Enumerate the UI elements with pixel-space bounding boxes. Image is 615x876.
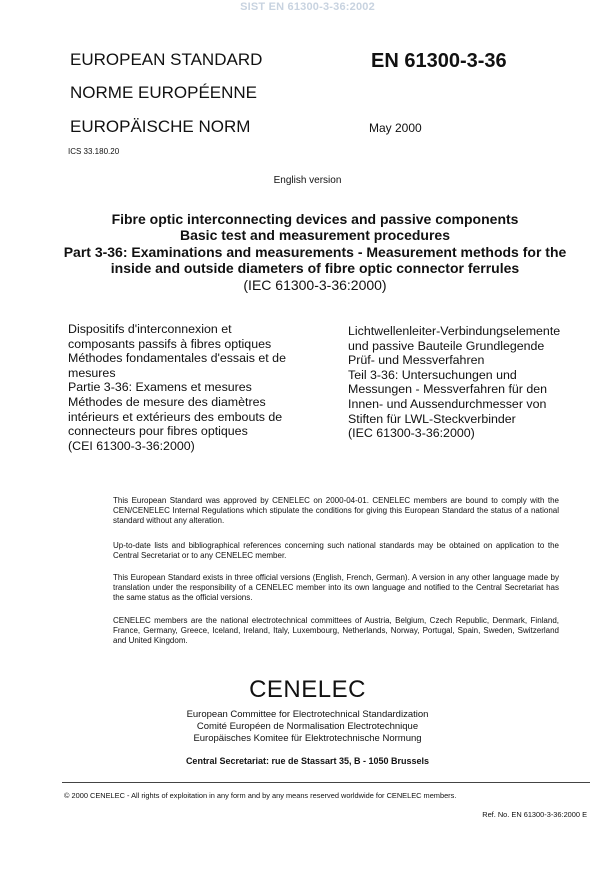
french-line: mesures bbox=[68, 365, 116, 380]
members-paragraph: CENELEC members are the national electrotechnical committees of Austria, Belgium, Czech Republic, Denmark, Finland, France, Germany, Greece, Iceland, Ireland, Italy, Luxembourg, Netherlands, Norway, Portugal, Spain, Sweden, Switzerland and United Kingdom. bbox=[113, 616, 559, 645]
header-line-en: EUROPEAN STANDARD bbox=[70, 50, 263, 69]
header-line-fr: NORME EUROPÉENNE bbox=[70, 83, 258, 102]
ics-code: ICS 33.180.20 bbox=[68, 147, 120, 156]
footer-divider bbox=[62, 782, 590, 783]
german-line: (IEC 61300-3-36:2000) bbox=[348, 426, 475, 441]
org-name-de: Europäisches Komitee für Elektrotechnische Normung bbox=[193, 733, 422, 745]
references-paragraph: Up-to-date lists and bibliographical references concerning such national standards may be obtained on application to the Central Secretariat or to any CENELEC member. bbox=[113, 541, 559, 560]
german-line: Messungen - Messverfahren für den bbox=[348, 382, 548, 397]
french-line: Dispositifs d'interconnexion et bbox=[68, 322, 232, 336]
title-line-4: (IEC 61300-3-36:2000) bbox=[243, 276, 387, 293]
reference-number: Ref. No. EN 61300-3-36:2000 E bbox=[482, 810, 587, 819]
secretariat-address: Central Secretariat: rue de Stassart 35, B - 1050 Brussels bbox=[185, 756, 430, 766]
version-label: English version bbox=[273, 175, 342, 186]
french-line: composants passifs à fibres optiques bbox=[68, 336, 272, 351]
title-line-3: Part 3-36: Examinations and measurements - Measurement methods for the inside and outside diameters of fibre optic connector ferrules bbox=[63, 243, 567, 277]
cenelec-logo: CENELEC bbox=[249, 676, 366, 703]
header-line-de: EUROPÄISCHE NORM bbox=[70, 117, 251, 136]
organization-names bbox=[0, 709, 615, 746]
french-line: (CEI 61300-3-36:2000) bbox=[68, 438, 195, 453]
german-line: Prüf- und Messverfahren bbox=[348, 353, 485, 368]
publication-date: May 2000 bbox=[369, 121, 422, 135]
watermark: SIST EN 61300-3-36:2002 bbox=[240, 1, 375, 13]
german-line: Teil 3-36: Untersuchungen und bbox=[348, 367, 517, 382]
title-line-2: Basic test and measurement procedures bbox=[180, 227, 450, 244]
french-line: Méthodes de mesure des diamètres bbox=[68, 394, 266, 409]
title-line-1: Fibre optic interconnecting devices and passive components bbox=[111, 211, 519, 227]
versions-paragraph: This European Standard exists in three official versions (English, French, German). A version in any other language made by translation under the responsibility of a CENELEC member into its own language and notified to the Central Secretariat has the same status as the official versions. bbox=[113, 573, 559, 602]
german-line: Stiften für LWL-Steckverbinder bbox=[348, 411, 516, 426]
french-title bbox=[68, 322, 298, 453]
document-title bbox=[60, 211, 570, 293]
standard-number: EN 61300-3-36 bbox=[371, 50, 507, 72]
approval-paragraph: This European Standard was approved by CENELEC on 2000-04-01. CENELEC members are bound to comply with the CEN/CENELEC Internal Regulations which stipulate the conditions for giving this European Standard the status of a national standard without any alteration. bbox=[113, 496, 559, 525]
org-name-en: European Committee for Electrotechnical Standardization bbox=[186, 709, 429, 720]
copyright-notice: © 2000 CENELEC - All rights of exploitation in any form and by any means reserved worldwide for CENELEC members. bbox=[64, 791, 457, 800]
french-line: Méthodes fondamentales d'essais et de bbox=[68, 351, 286, 366]
french-line: Partie 3-36: Examens et mesures bbox=[68, 380, 252, 395]
french-line: connecteurs pour fibres optiques bbox=[68, 424, 248, 439]
german-line: Innen- und Aussendurchmesser von bbox=[348, 396, 547, 411]
french-line: intérieurs et extérieurs des embouts de bbox=[68, 409, 283, 424]
german-title bbox=[348, 324, 598, 441]
org-name-fr: Comité Européen de Normalisation Electrotechnique bbox=[196, 721, 419, 733]
german-line: und passive Bauteile Grundlegende bbox=[348, 338, 545, 353]
german-line: Lichtwellenleiter-Verbindungselemente bbox=[348, 324, 561, 338]
